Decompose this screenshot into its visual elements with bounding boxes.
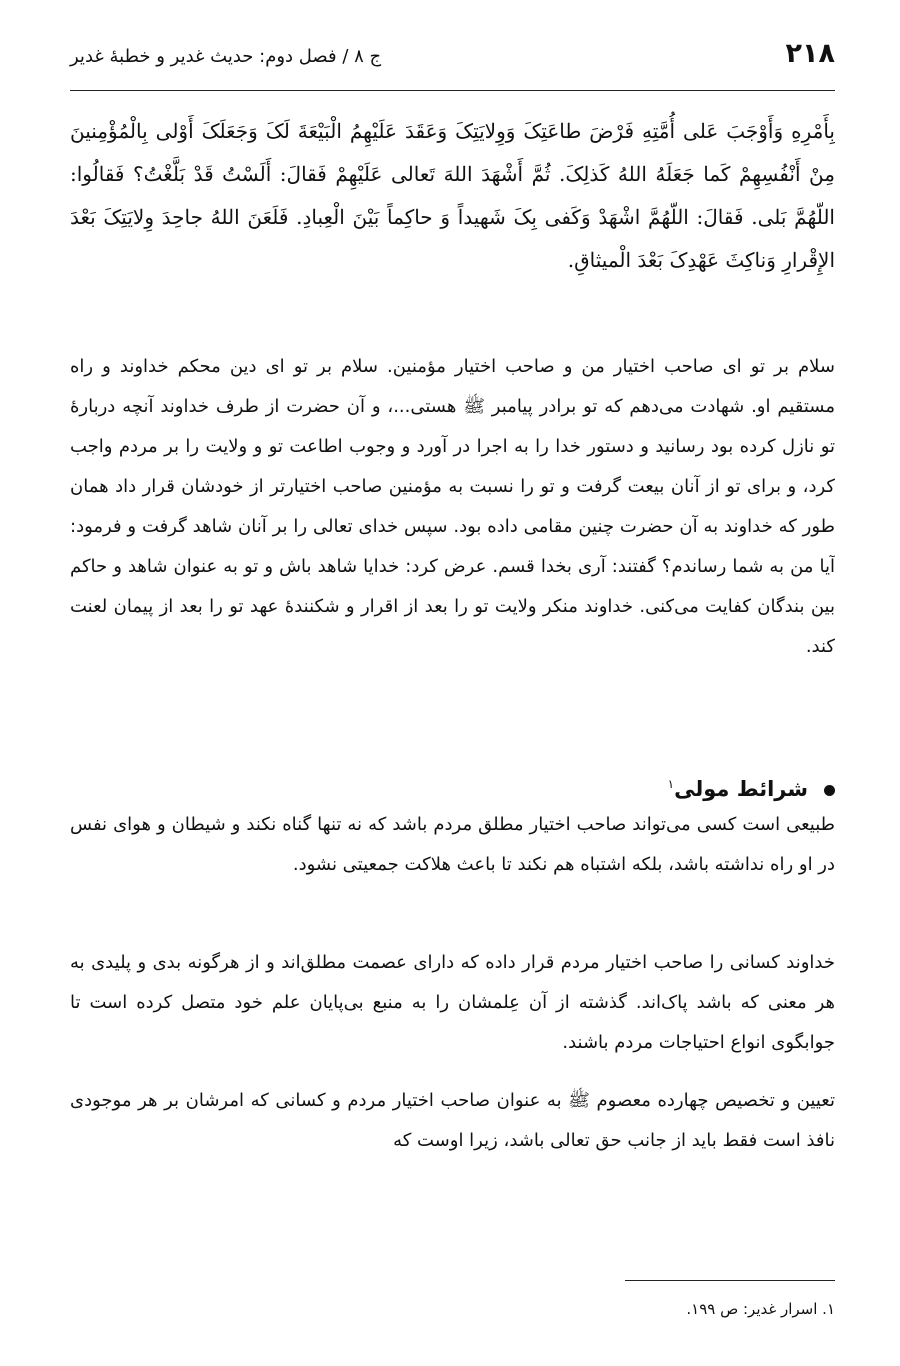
paragraph-conditions: طبیعی است کسی می‌تواند صاحب اختیار مطلق مردم باشد که نه تنها گناه نکند و شیطان و هوای نفس در او راه نداشته باشد، بلکه اشتباه هم نکند تا باعث هلاکت جمعیتی نشود. bbox=[70, 814, 835, 875]
section-heading-text: شرائط مولی bbox=[674, 777, 808, 801]
paragraph-appointment: تعیین و تخصیص چهارده معصوم ﷺ به عنوان صاحب اختیار مردم و کسانی که امرشان بر هر موجودی نافذ است فقط باید از جانب حق تعالی باشد، زیرا اوست که bbox=[70, 1090, 835, 1151]
footnote-divider bbox=[625, 1280, 835, 1281]
page-body bbox=[70, 110, 835, 1165]
footnote: ۱. اسرار غدیر: ص ۱۹۹. bbox=[686, 1300, 835, 1318]
header-divider bbox=[70, 90, 835, 91]
footnote-marker: ۱ bbox=[667, 777, 675, 791]
running-head: ج ۸ / فصل دوم: حدیث غدیر و خطبهٔ غدیر bbox=[70, 46, 382, 67]
page-number: ۲۱۸ bbox=[785, 38, 835, 69]
paragraph-translation: سلام بر تو ای صاحب اختیار من و صاحب اختیار مؤمنین. سلام بر تو ای دین محکم خداوند و راه مستقیم او. شهادت می‌دهم که تو برادر پیامبر ﷺ هستی...، و آن حضرت از طرف خداوند آنچه دربارهٔ تو نازل کرده بود رسانید و دستور خدا را به اجرا در آورد و وجوب اطاعت تو و ولایت را بر مردم واجب کرد، و برای تو از آنان بیعت گرفت و تو را نسبت به مؤمنین صاحب اختیارتر از خودشان قرار داد همان طور که خداوند به آن حضرت چنین مقامی داده بود. سپس خدای تعالی را بر آنان شاهد گرفت و فرمود: آیا من به شما رساندم؟ گفتند: آری بخدا قسم. عرض کرد: خدایا شاهد باش و تو به عنوان شاهد و حاکم بین بندگان کفایت می‌کنی. خداوند منکر ولایت تو را بعد از اقرار و شکنندهٔ عهد تو را بعد از پیمان لعنت کند. bbox=[70, 356, 835, 657]
bullet-icon bbox=[824, 785, 835, 796]
arabic-quote: بِأَمْرِهِ وَأَوْجَبَ عَلی أُمَّتِهِ فَرْضَ طاعَتِکَ وَوِلایَتِکَ وَعَقَدَ عَلَیْهِمُ الْبَیْعَةَ لَکَ وَجَعَلَکَ أَوْلی بِالْمُؤْمِنینَ مِنْ أَنْفُسِهِمْ کَما جَعَلَهُ اللهُ کَذلِکَ. ثُمَّ أَشْهَدَ اللهَ تَعالی عَلَیْهِمْ فَقالَ: أَلَسْتُ قَدْ بَلَّغْتُ؟ فَقالُوا: اللّهُمَّ بَلی. فَقالَ: اللّهُمَّ اشْهَدْ وَکَفی بِکَ شَهیداً وَ حاکِماً بَیْنَ الْعِبادِ. فَلَعَنَ اللهُ جاحِدَ وِلایَتِکَ بَعْدَ الإِقْرارِ وَناکِثَ عَهْدِکَ بَعْدَ الْمیثاقِ. bbox=[70, 119, 835, 272]
section-heading bbox=[70, 763, 835, 805]
page-header bbox=[70, 38, 835, 78]
document-page bbox=[70, 30, 835, 1350]
paragraph-infallibility: خداوند کسانی را صاحب اختیار مردم قرار داده که دارای عصمت مطلق‌اند و از هرگونه بدی و پلیدی به هر معنی که باشد پاک‌اند. گذشته از آن عِلمشان را به منبع بی‌پایان علم خود متصل کرده است تا جوابگوی انواع احتیاجات مردم باشند. bbox=[70, 952, 835, 1053]
